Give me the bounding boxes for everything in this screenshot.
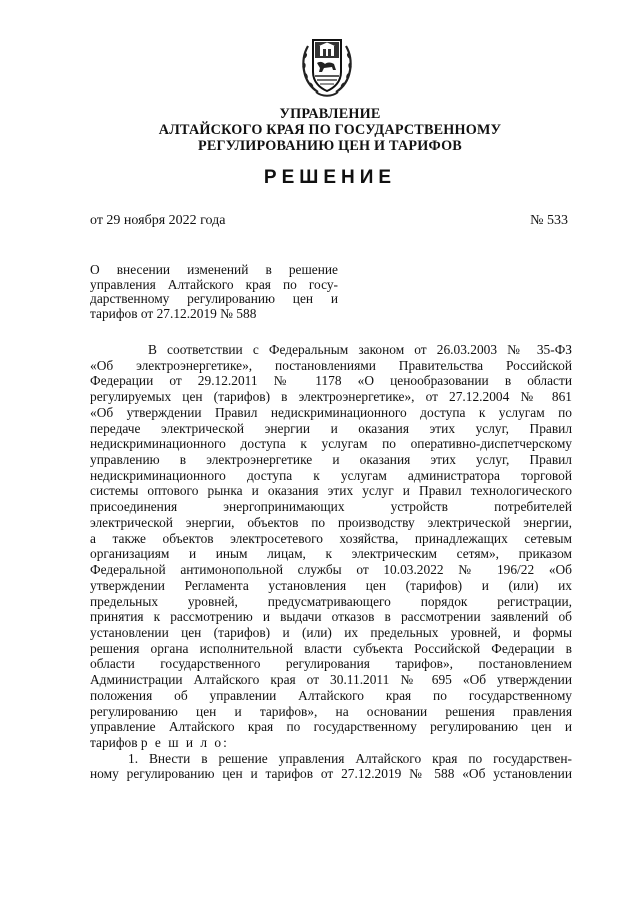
body-line: Федеральной антимонопольной службы от 10.03.2022 № 196/22 «Об xyxy=(90,562,572,578)
document-subject xyxy=(90,263,338,321)
organization-title-line: УПРАВЛЕНИЕ xyxy=(279,106,381,122)
body-line: установлении цен (тарифов) и (или) их предельных уровней, и формы xyxy=(90,624,572,640)
coat-of-arms-icon xyxy=(298,28,356,100)
organization-title-line: РЕГУЛИРОВАНИЮ ЦЕН И ТАРИФОВ xyxy=(198,138,462,154)
body-line: решения органа исполнительной власти субъекта Российской Федерации в xyxy=(90,640,572,656)
body-line: В соответствии с Федеральным законом от 26.03.2003 № 35-ФЗ xyxy=(148,342,572,357)
document-number: № 533 xyxy=(530,213,568,228)
body-line: «Об утверждении Правил недискриминационного доступа к услугам по xyxy=(90,404,572,420)
body-line: управление Алтайского края по государственному регулированию цен и xyxy=(90,719,572,735)
body-line: системы оптового рынка и оказания этих услуг и Правил технологического xyxy=(90,483,572,499)
subject-line: О внесении изменений в решение xyxy=(90,262,338,277)
document-date: от 29 ноября 2022 года xyxy=(90,213,226,228)
body-line: передаче электрической энергии и оказания этих услуг, Правил xyxy=(90,420,572,436)
body-line: присоединения энергопринимающих устройств потребителей xyxy=(90,499,572,515)
body-line: утверждении Регламента установления цен (тарифов) и (или) их xyxy=(90,577,572,593)
body-line: области государственного регулирования тарифов», постановлением xyxy=(90,656,572,672)
body-line: «Об электроэнергетике», постановлениями Правительства Российской xyxy=(90,357,572,373)
body-line: положения об управлении Алтайского края по государственному xyxy=(90,687,572,703)
resolved-word: р е ш и л о: xyxy=(140,734,229,750)
subject-line: дарственному регулированию цен и xyxy=(90,291,338,307)
body-line: регулированию цен и тарифов», на основании решения правления xyxy=(90,703,572,719)
body-line: предельных уровней, предусматривающего порядок регистрации, xyxy=(90,593,572,609)
subject-line: тарифов от 27.12.2019 № 588 xyxy=(90,305,257,321)
body-line: недискриминационного доступа к услугам администратора торговой xyxy=(90,467,572,483)
body-line: а также объектов электросетевого хозяйства, принадлежащих сетевым xyxy=(90,530,572,546)
body-line: организациям и иным лицам, к электрическим сетям», приказом xyxy=(90,546,572,562)
body-line: Администрации Алтайского края от 30.11.2011 № 695 «Об утверждении xyxy=(90,672,572,688)
document-type-heading: РЕШЕНИЕ xyxy=(263,167,397,188)
subject-line: управления Алтайского края по госу- xyxy=(90,276,338,292)
body-line: принятия к рассмотрению и выдачи отказов в рассмотрении заявлений об xyxy=(90,609,572,625)
document-body xyxy=(90,342,572,782)
body-line-text: тарифов xyxy=(90,734,138,750)
body-line: Федерации от 29.12.2011 № 1178 «О ценообразовании в области xyxy=(90,373,572,389)
body-line: 1. Внести в решение управления Алтайского края по государствен- xyxy=(128,750,572,766)
body-line: недискриминационного доступа к услугам по оперативно-диспетчерскому xyxy=(90,436,572,452)
body-line: электрической энергии, объектов по производству электрической энергии, xyxy=(90,514,572,530)
body-line: ному регулированию цен и тарифов от 27.12.2019 № 588 «Об установлении xyxy=(90,766,572,782)
organization-title xyxy=(60,106,600,154)
body-line: регулируемых цен (тарифов) в электроэнергетике», от 27.12.2004 № 861 xyxy=(90,389,572,405)
body-line xyxy=(90,735,572,751)
organization-title-line: АЛТАЙСКОГО КРАЯ ПО ГОСУДАРСТВЕННОМУ xyxy=(158,122,502,138)
body-line: управлению в электроэнергетике и оказания этих услуг, Правил xyxy=(90,452,572,468)
